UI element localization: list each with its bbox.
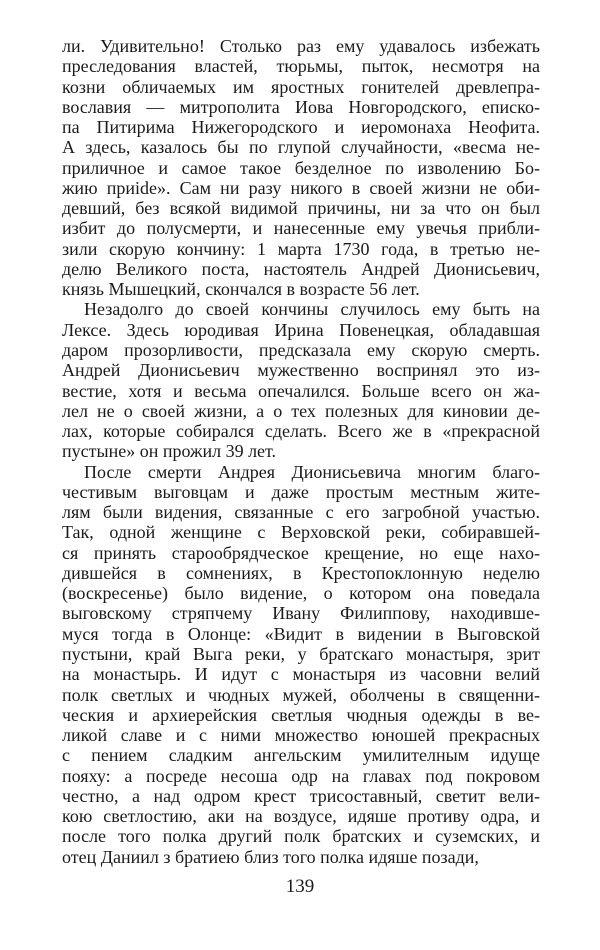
text-line: на монастырь. И идут с монастыря из часовни велий	[62, 664, 540, 685]
text-line: ли. Удивительно! Столько раз ему удавалось избежать	[62, 36, 540, 56]
text-line: честивым выговцам и даже простым местным жите-	[62, 481, 540, 502]
text-line: отец Даниил з братиею близ того полка идяше позади,	[62, 846, 479, 867]
text-line: пустыне» он прожил 39 лет.	[62, 441, 277, 462]
text-line: выговскому стряпчему Ивану Филиппову, находивше-	[62, 603, 540, 624]
text-line: делю Великого поста, настоятель Андрей Дионисьевич,	[62, 258, 540, 279]
paragraph	[62, 299, 540, 461]
text-line: приличное и самое такое безделное по изволению Бо-	[62, 157, 540, 178]
text-line: Лексе. Здесь юродивая Ирина Повенецкая, обладавшая	[62, 319, 540, 340]
text-line: зили скорую кончину: 1 марта 1730 года, в третью не-	[62, 238, 540, 259]
text-line: после того полка другий полк братских и суземских, и	[62, 826, 540, 847]
text-line: козни обличаемых им яростных гонителей древлепра-	[62, 76, 540, 97]
text-line: избит до полусмерти, и нанесенные ему увечья прибли-	[62, 218, 540, 239]
text-line: даром прозорливости, предсказала ему скорую смерть.	[62, 339, 540, 360]
text-line: лел не о своей жизни, а о тех полезных для киновии де-	[62, 400, 540, 421]
text-line: (воскресенье) было видение, о котором она поведала	[62, 583, 540, 604]
text-line: Незадолго до своей кончины случилось ему быть на	[84, 299, 540, 320]
text-line: вестие, хотя и весьма опечалился. Больше всего он жа-	[62, 380, 540, 401]
text-line: После смерти Андрея Дионисьевича многим благо-	[84, 461, 540, 482]
text-line: преследования властей, тюрьмы, пыток, несмотря на	[62, 56, 540, 77]
page-body	[62, 36, 540, 867]
text-line: Так, одной женщине с Верховской реки, собиравшей-	[62, 522, 540, 543]
text-line: полк светлых и чюдных мужей, оболчены в священни-	[62, 684, 540, 705]
text-line: князь Мышецкий, скончался в возрасте 56 лет.	[62, 279, 420, 300]
text-line: пояху: а посреде несоша одр на главах под покровом	[62, 765, 540, 786]
text-line: честно, а над одром крест трисоставный, светит вели-	[62, 785, 540, 806]
text-line: А здесь, казалось бы по глупой случайности, «весма не-	[62, 137, 540, 158]
text-line: ликой славе и с ними множество юношей прекрасных	[62, 725, 540, 746]
text-line: ся принять старообрядческое крещение, но еще нахо-	[62, 542, 540, 563]
text-line: жию приide». Сам ни разу никого в своей жизни не оби-	[62, 177, 540, 198]
text-line: дившейся в сомнениях, в Крестопоклонную неделю	[62, 562, 540, 583]
text-line: муся тогда в Олонце: «Видит в видении в Выговской	[62, 623, 540, 644]
paragraph	[62, 462, 540, 867]
text-line: кою светлостию, аки на воздусе, идяше противу одра, и	[62, 806, 540, 827]
text-line: ческия и архиерейския светлыя чюдныя одежды в ве-	[62, 704, 540, 725]
paragraph	[62, 36, 540, 299]
text-line: Андрей Дионисьевич мужественно воспринял это из-	[62, 360, 540, 381]
text-line: девший, без всякой видимой причины, ни за что он был	[62, 198, 540, 219]
text-line: пустыни, край Выга реки, у братскаго монастыря, зрит	[62, 643, 540, 664]
text-line: лах, которые собирался сделать. Всего же в «прекрасной	[62, 421, 540, 442]
text-line: вославия — митрополита Иова Новгородского, еписко-	[62, 96, 540, 117]
text-line: лям были видения, связанные с его загробной участью.	[62, 502, 540, 523]
text-line: с пением сладким ангельским умилителным идуще	[62, 745, 540, 766]
text-line: па Питирима Нижегородского и иеромонаха Неофита.	[62, 117, 540, 138]
page-number: 139	[285, 876, 315, 897]
